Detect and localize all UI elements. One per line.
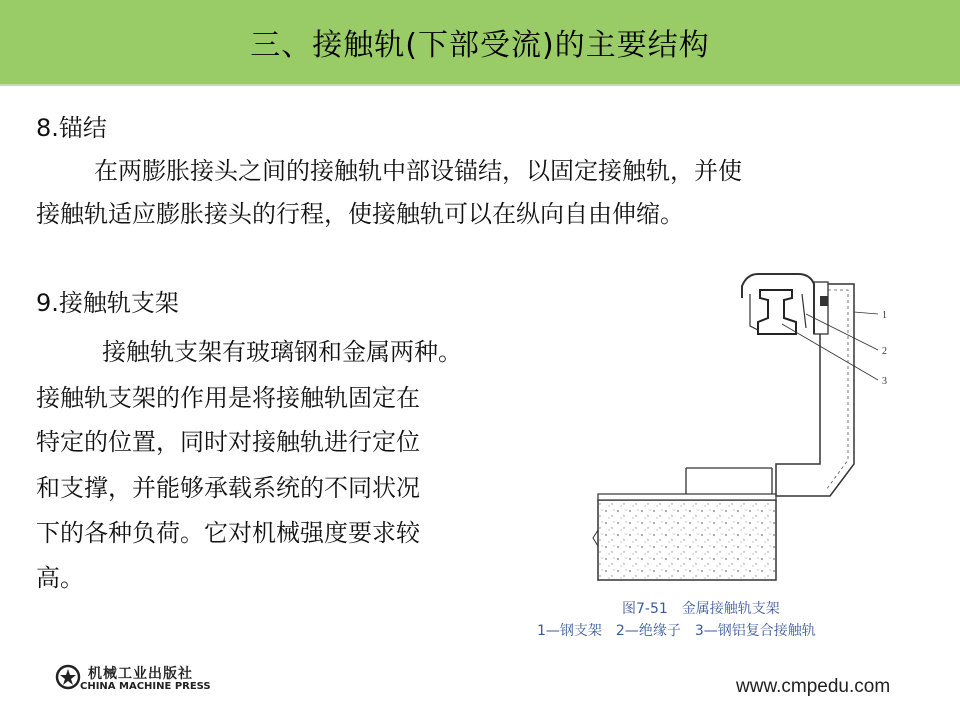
- concrete-base: [598, 500, 776, 580]
- contact-rail: [758, 290, 796, 334]
- callout-1: 1: [882, 310, 887, 321]
- bolt: [824, 298, 828, 306]
- callout-3: 3: [882, 376, 887, 387]
- section9-line: 接触轨支架有玻璃钢和金属两种。: [102, 338, 462, 366]
- website-url[interactable]: www.cmpedu.com: [736, 676, 891, 697]
- publisher-name-cn: 机械工业出版社: [88, 666, 193, 682]
- figure-caption-legend: 1—钢支架 2—绝缘子 3—钢铝复合接触轨: [537, 623, 816, 639]
- section9-line: 下的各种负荷。它对机械强度要求较: [36, 519, 420, 547]
- publisher-name-en: CHINA MACHINE PRESS: [80, 681, 211, 692]
- section9-line: 特定的位置，同时对接触轨进行定位: [36, 428, 420, 456]
- section9-line: 和支撑，并能够承载系统的不同状况: [36, 474, 420, 502]
- publisher-logo-icon: [55, 664, 83, 690]
- anchor-flange: [686, 468, 772, 494]
- insulator: [814, 282, 828, 334]
- figure-caption-title: 图7-51 金属接触轨支架: [622, 601, 780, 617]
- base-plate: [598, 494, 776, 500]
- page-title: 三、接触轨(下部受流)的主要结构: [250, 28, 710, 63]
- section8-heading: 8.锚结: [36, 114, 107, 142]
- leader-3: [782, 324, 878, 380]
- section8-line2: 接触轨适应膨胀接头的行程，使接触轨可以在纵向自由伸缩。: [36, 200, 684, 228]
- bracket-figure: [592, 268, 922, 586]
- section9-heading: 9.接触轨支架: [36, 289, 179, 317]
- title-bar: [0, 0, 960, 84]
- callout-2: 2: [882, 346, 887, 357]
- title-divider: [0, 84, 960, 86]
- section9-line: 接触轨支架的作用是将接触轨固定在: [36, 384, 420, 412]
- leader-1: [854, 312, 878, 314]
- section9-line: 高。: [36, 564, 84, 592]
- section8-line1: 在两膨胀接头之间的接触轨中部设锚结，以固定接触轨，并使: [94, 157, 742, 185]
